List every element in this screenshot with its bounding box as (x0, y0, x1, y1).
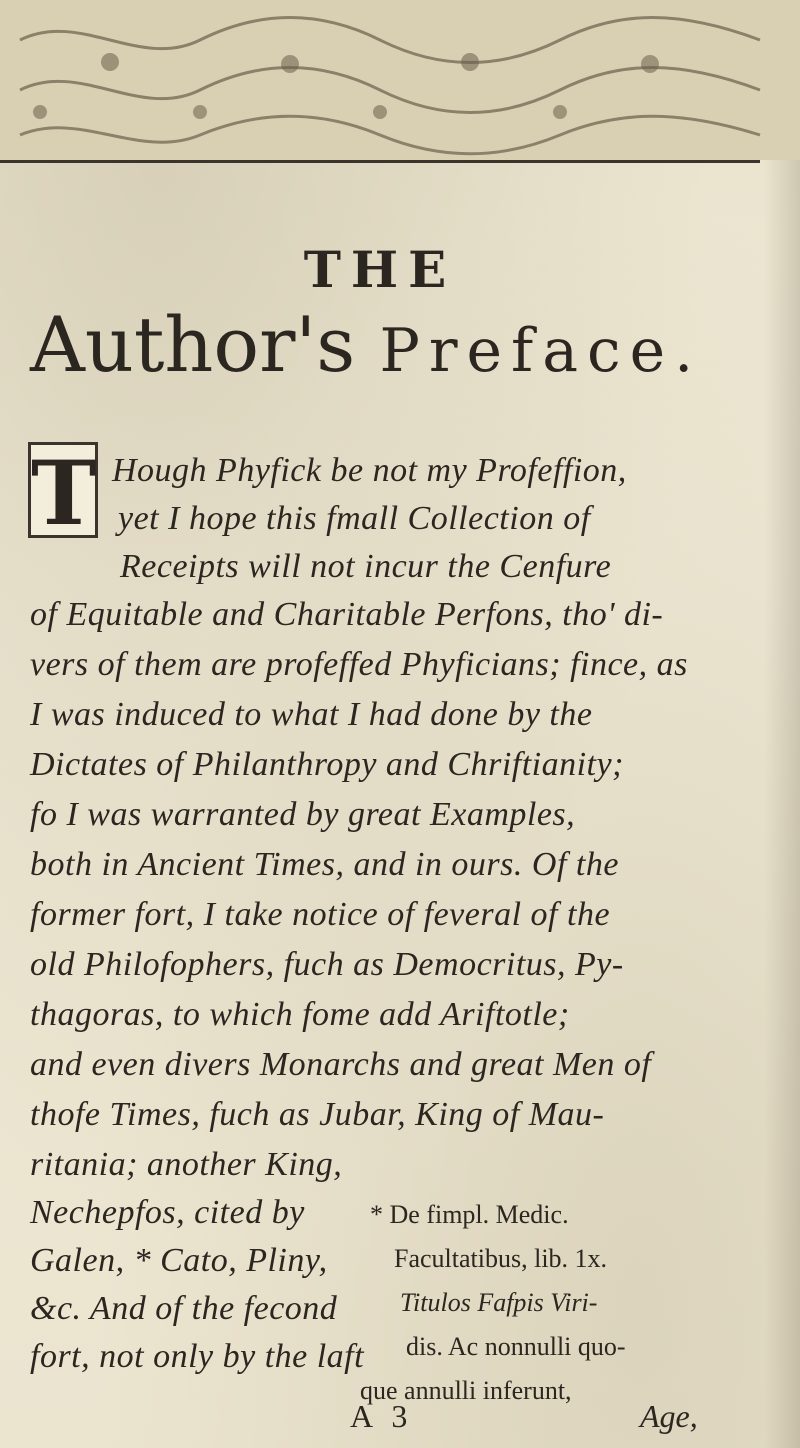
body-line: I was induced to what I had done by the (30, 696, 593, 733)
page-edge-shadow (764, 0, 800, 1448)
catchword: Age, (640, 1398, 698, 1434)
body-line: ritania; another King, (30, 1146, 343, 1183)
heading-the: THE (303, 240, 457, 299)
body-line: former fort, I take notice of feveral of the (30, 896, 611, 933)
body-line: old Philofophers, fuch as Democritus, Py- (30, 946, 624, 983)
page-title (30, 300, 770, 389)
marginal-note-line: que annulli inferunt, (360, 1376, 572, 1405)
body-line: &c. And of the fecond (30, 1290, 338, 1327)
body-line: Hough Phyfick be not my Profeffion, (112, 452, 627, 489)
body-line: thofe Times, fuch as Jubar, King of Mau- (30, 1096, 605, 1133)
body-line: Galen, * Cato, Pliny, (30, 1242, 328, 1279)
head-ornament-band (0, 0, 800, 160)
body-line: thagoras, to which fome add Ariftotle; (30, 996, 570, 1033)
body-line: vers of them are profeffed Phyficians; fince, as (30, 646, 688, 683)
marginal-note-line: * De fimpl. Medic. (370, 1200, 569, 1229)
body-line: Nechepfos, cited by (30, 1194, 305, 1231)
signature-mark: A 3 (350, 1398, 414, 1434)
body-line: Dictates of Philanthropy and Chriftianity; (30, 746, 624, 783)
body-line: fo I was warranted by great Examples, (30, 796, 576, 833)
title-word-authors: Author's (30, 300, 356, 389)
body-line: fort, not only by the laft (30, 1338, 365, 1375)
marginal-note-line: Titulos Fafpis Viri- (400, 1288, 598, 1317)
body-line: both in Ancient Times, and in ours. Of the (30, 846, 619, 883)
body-line: and even divers Monarchs and great Men of (30, 1046, 652, 1083)
ornament-rule (0, 160, 760, 163)
body-line: of Equitable and Charitable Perfons, tho' di- (30, 596, 664, 633)
drop-cap-letter: T (28, 442, 98, 538)
body-line: Receipts will not incur the Cenfure (120, 548, 612, 585)
title-word-preface: Preface. (379, 316, 703, 386)
marginal-note-line: dis. Ac nonnulli quo- (406, 1332, 626, 1361)
marginal-note-line: Facultatibus, lib. 1x. (394, 1244, 608, 1273)
body-line: yet I hope this fmall Collection of (118, 500, 591, 537)
